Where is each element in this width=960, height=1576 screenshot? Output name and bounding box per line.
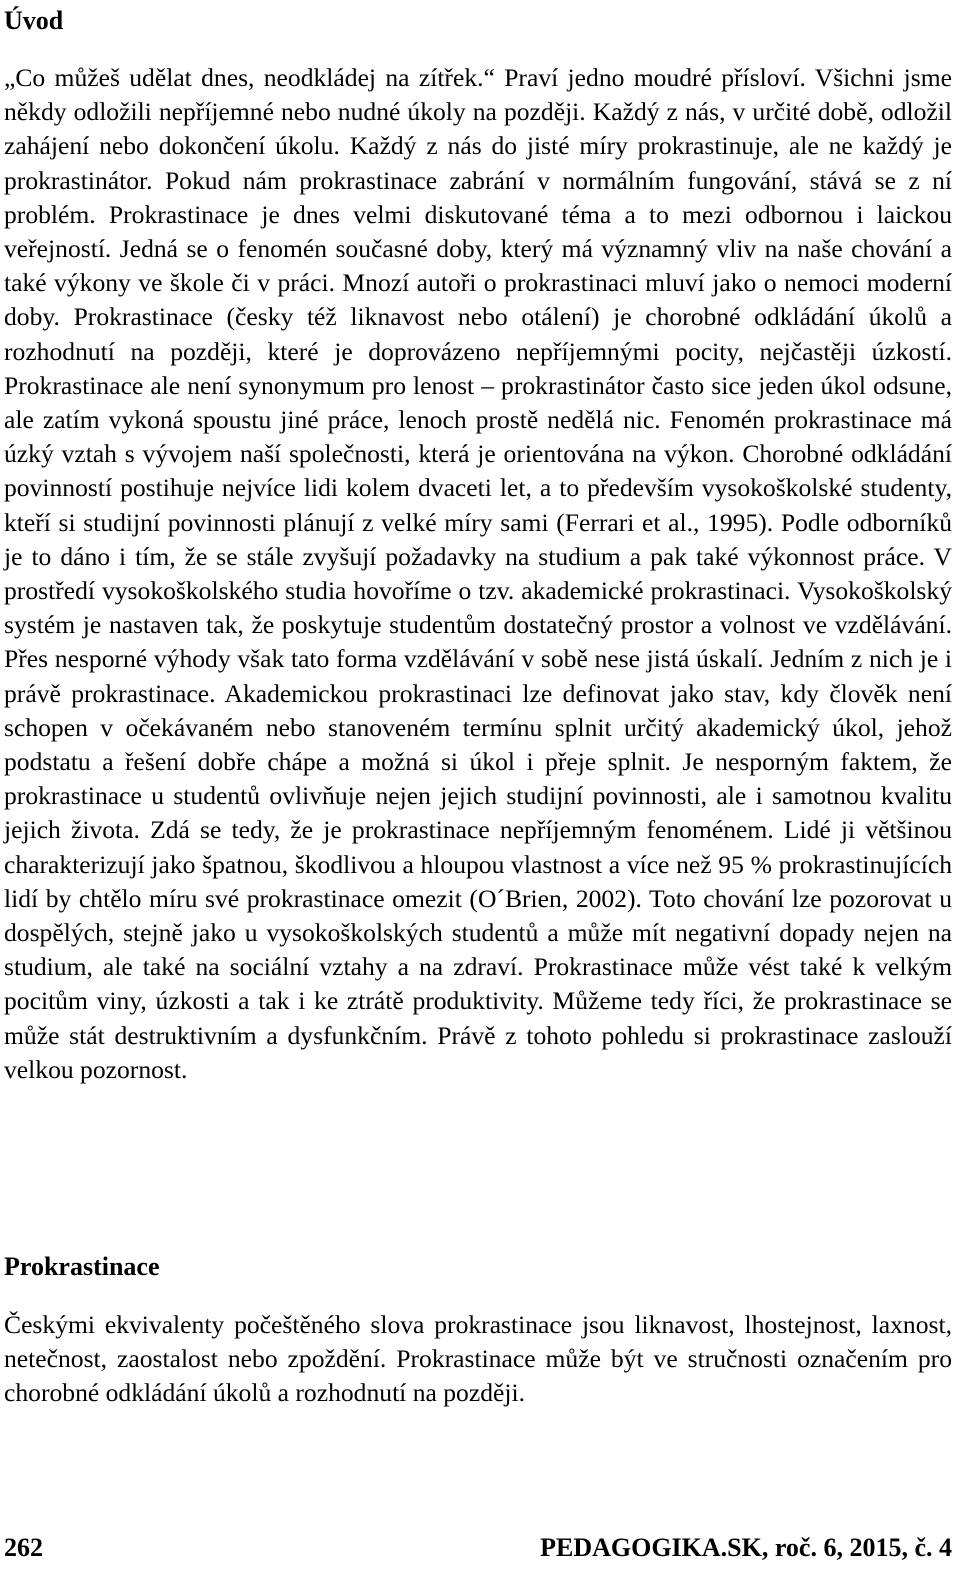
section-heading-uvod: Úvod — [4, 6, 64, 35]
document-page — [4, 0, 952, 1576]
journal-citation: PEDAGOGIKA.SK, roč. 6, 2015, č. 4 — [540, 1533, 952, 1562]
section-heading-prokrastinace: Prokrastinace — [4, 1252, 160, 1281]
page-footer — [4, 1532, 952, 1564]
page-number: 262 — [4, 1533, 43, 1562]
intro-paragraph: „Co můžeš udělat dnes, neodkládej na zítřek.“ Praví jedno moudré přísloví. Všichni jsme někdy odložili nepříjemné nebo nudné úkoly na později. Každý z nás, v určité době, odložil zahájení nebo dokončení úkolu. Každý z nás do jisté míry prokrastinuje, ale ne každý je prokrastinátor. Pokud nám prokrastinace zabrání v normálním fungování, stává se z ní problém. Prokrastinace je dnes velmi diskutované téma a to mezi odbornou i laickou veřejností. Jedná se o fenomén současné doby, který má významný vliv na naše chování a také výkony ve škole či v práci. Mnozí autoři o prokrastinaci mluví jako o nemoci moderní doby. Prokrastinace (česky též liknavost nebo otálení) je chorobné odkládání úkolů a rozhodnutí na později, které je doprovázeno nepříjemnými pocity, nejčastěji úzkostí. Prokrastinace ale není synonymum pro lenost – prokrastinátor často sice jeden úkol odsune, ale zatím vykoná spoustu jiné práce, lenoch prostě nedělá nic. Fenomén prokrastinace má úzký vztah s vývojem naší společnosti, která je orientována na výkon. Chorobné odkládání povinností postihuje nejvíce lidi kolem dvaceti let, a to především vysokoškolské studenty, kteří si studijní povinnosti plánují z velké míry sami (Ferrari et al., 1995). Podle odborníků je to dáno i tím, že se stále zvyšují požadavky na studium a pak také výkonnost práce. V prostředí vysokoškolského studia hovoříme o tzv. akademické prokrastinaci. Vysokoškolský systém je nastaven tak, že poskytuje studentům dostatečný prostor a volnost ve vzdělávání. Přes nesporné výhody však tato forma vzdělávání v sobě nese jistá úskalí. Jedním z nich je i právě prokrastinace. Akademickou prokrastinaci lze definovat jako stav, kdy člověk není schopen v očekávaném nebo stanoveném termínu splnit určitý akademický úkol, jehož podstatu a řešení dobře chápe a možná si úkol i přeje splnit. Je nesporným faktem, že prokrastinace u studentů ovlivňuje nejen jejich studijní povinnosti, ale i samotnou kvalitu jejich života. Zdá se tedy, že je prokrastinace nepříjemným fenoménem. Lidé ji většinou charakterizují jako špatnou, škodlivou a hloupou vlastnost a více než 95 % prokrastinujících lidí by chtělo míru své prokrastinace omezit (O´Brien, 2002). Toto chování lze pozorovat u dospělých, stejně jako u vysokoškolských studentů a může mít negativní dopady nejen na studium, ale také na sociální vztahy a na zdraví. Prokrastinace může vést také k velkým pocitům viny, úzkosti a tak i ke ztrátě produktivity. Můžeme tedy říci, že prokrastinace se může stát destruktivním a dysfunkčním. Právě z tohoto pohledu si prokrastinace zaslouží velkou pozornost. — [4, 63, 952, 1084]
prokrastinace-paragraph: Českými ekvivalenty počeštěného slova prokrastinace jsou liknavost, lhostejnost, laxnost, netečnost, zaostalost nebo zpoždění. Prokrastinace může být ve stručnosti označením pro chorobné odkládání úkolů a rozhodnutí na později. — [4, 1310, 952, 1408]
